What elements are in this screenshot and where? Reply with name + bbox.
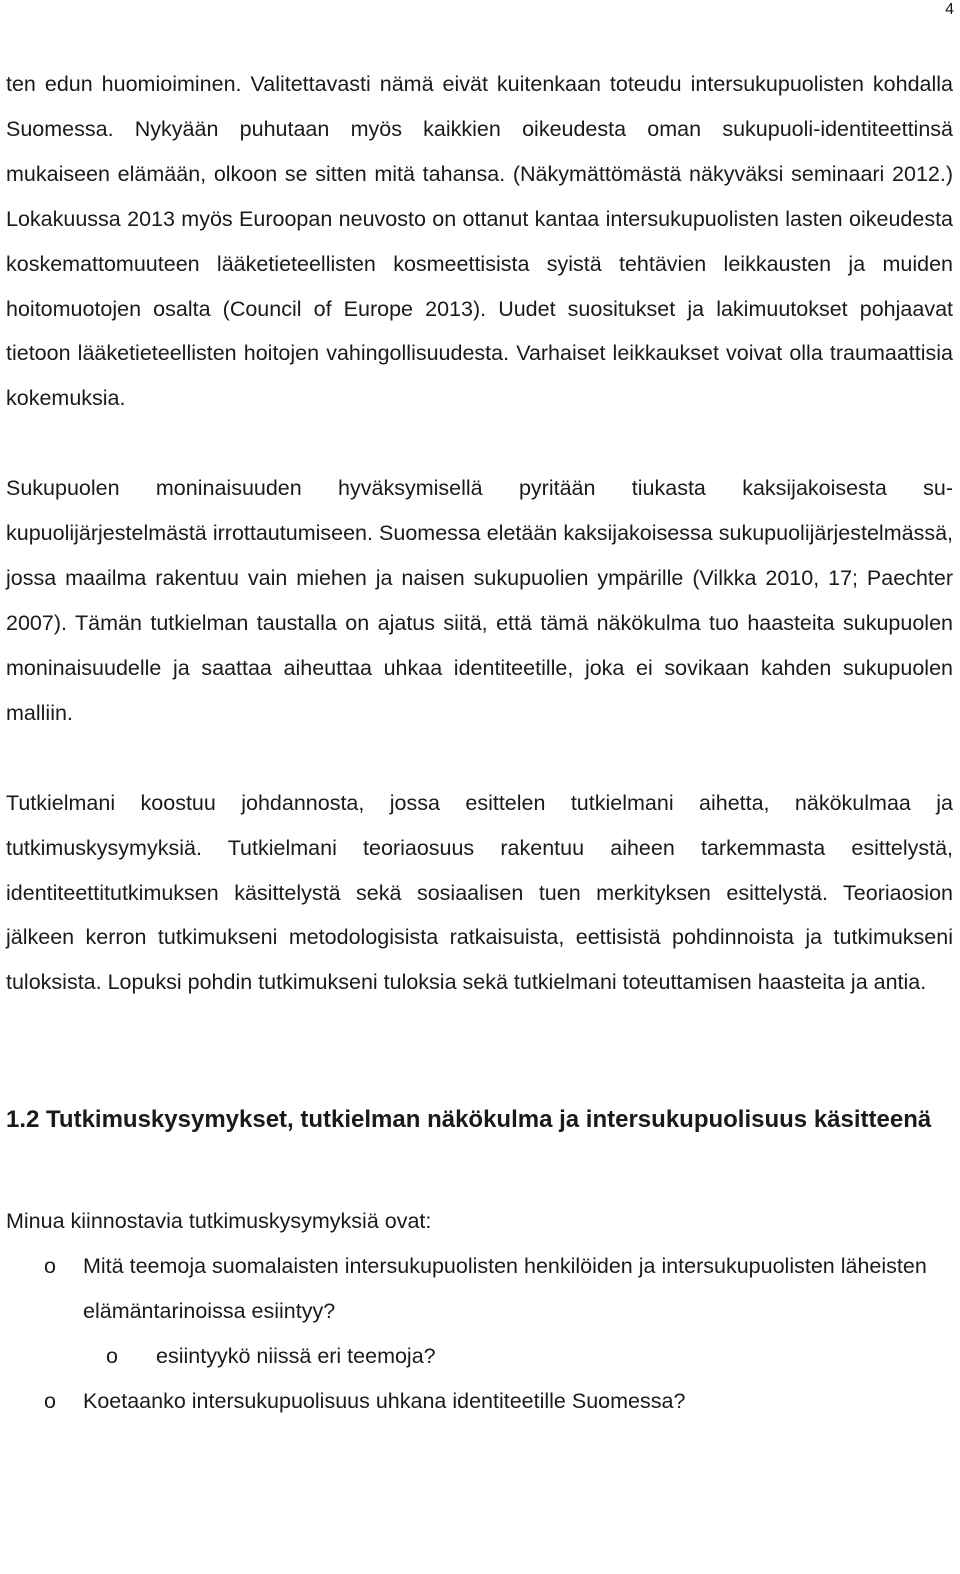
questions-intro: Minua kiinnostavia tutkimuskysymyksiä ovat: <box>6 1209 432 1234</box>
page-number: 4 <box>945 1 954 18</box>
question-text: Mitä teemoja suomalaisten intersukupuolisten henkilöiden ja intersukupuolisten läheisten elämäntarinoissa esiintyy? <box>83 1254 927 1324</box>
list-item <box>6 1244 953 1334</box>
section-heading: 1.2 Tutkimuskysymykset, tutkielman näkökulma ja intersukupuolisuus käsitteenä <box>6 1106 932 1134</box>
document-body <box>6 62 953 1424</box>
bullet-marker: o <box>44 1388 56 1413</box>
paragraph-3: Tutkielmani koostuu johdannosta, jossa esittelen tutkielmani aihetta, näkökulmaa ja tutkimuskysymyksiä. Tutkielmani teoriaosuus rakentuu aiheen tarkemmasta esittelystä, identiteettitutkimuksen käsittelystä sekä sosiaalisen tuen merkityksen esittelystä. Teoriaosion jälkeen kerron tutkimukseni metodologisista ratkaisuista, eettisistä pohdinnoista ja tutkimukseni tuloksista. Lopuksi pohdin tutkimukseni tuloksia sekä tutkielmani toteuttamisen haasteita ja antia. <box>6 790 953 995</box>
paragraph-1: ten edun huomioiminen. Valitettavasti nämä eivät kuitenkaan toteudu intersukupuolisten kohdalla Suomessa. Nykyään puhutaan myös kaikkien oikeudesta oman sukupuoli-identiteettinsä mukaiseen elämään, olkoon se sitten mitä tahansa. (Näkymättömästä näkyväksi seminaari 2012.) Lokakuussa 2013 myös Euroopan neuvosto on ottanut kantaa intersukupuolisten lasten oikeudesta koskemattomuuteen lääketieteellisten kosmeettisista syistä tehtävien leikkausten ja muiden hoitomuotojen osalta (Council of Europe 2013). Uudet suositukset ja lakimuutokset pohjaavat tietoon lääketieteellisten hoitojen vahingollisuudesta. Varhaiset leikkaukset voivat olla traumaattisia kokemuksia. <box>6 72 953 411</box>
bullet-marker: o <box>44 1254 56 1279</box>
bullet-marker: o <box>106 1343 118 1368</box>
research-questions-list <box>6 1244 953 1424</box>
question-text: esiintyykö niissä eri teemoja? <box>156 1343 436 1368</box>
question-text: Koetaanko intersukupuolisuus uhkana identiteetille Suomessa? <box>83 1388 686 1413</box>
paragraph-2: Sukupuolen moninaisuuden hyväksymisellä pyritään tiukasta kaksijakoisesta sukupuolijärjestelmästä irrottautumiseen. Suomessa eletään kaksijakoisessa sukupuolijärjestelmässä, jossa maailma rakentuu vain miehen ja naisen sukupuolien ympärille (Vilkka 2010, 17; Paechter 2007). Tämän tutkielman taustalla on ajatus siitä, että tämä näkökulma tuo haasteita sukupuolen moninaisuudelle ja saattaa aiheuttaa uhkaa identiteetille, joka ei sovikaan kahden sukupuolen malliin. <box>6 476 953 725</box>
list-item <box>6 1379 953 1424</box>
list-item <box>6 1334 953 1379</box>
